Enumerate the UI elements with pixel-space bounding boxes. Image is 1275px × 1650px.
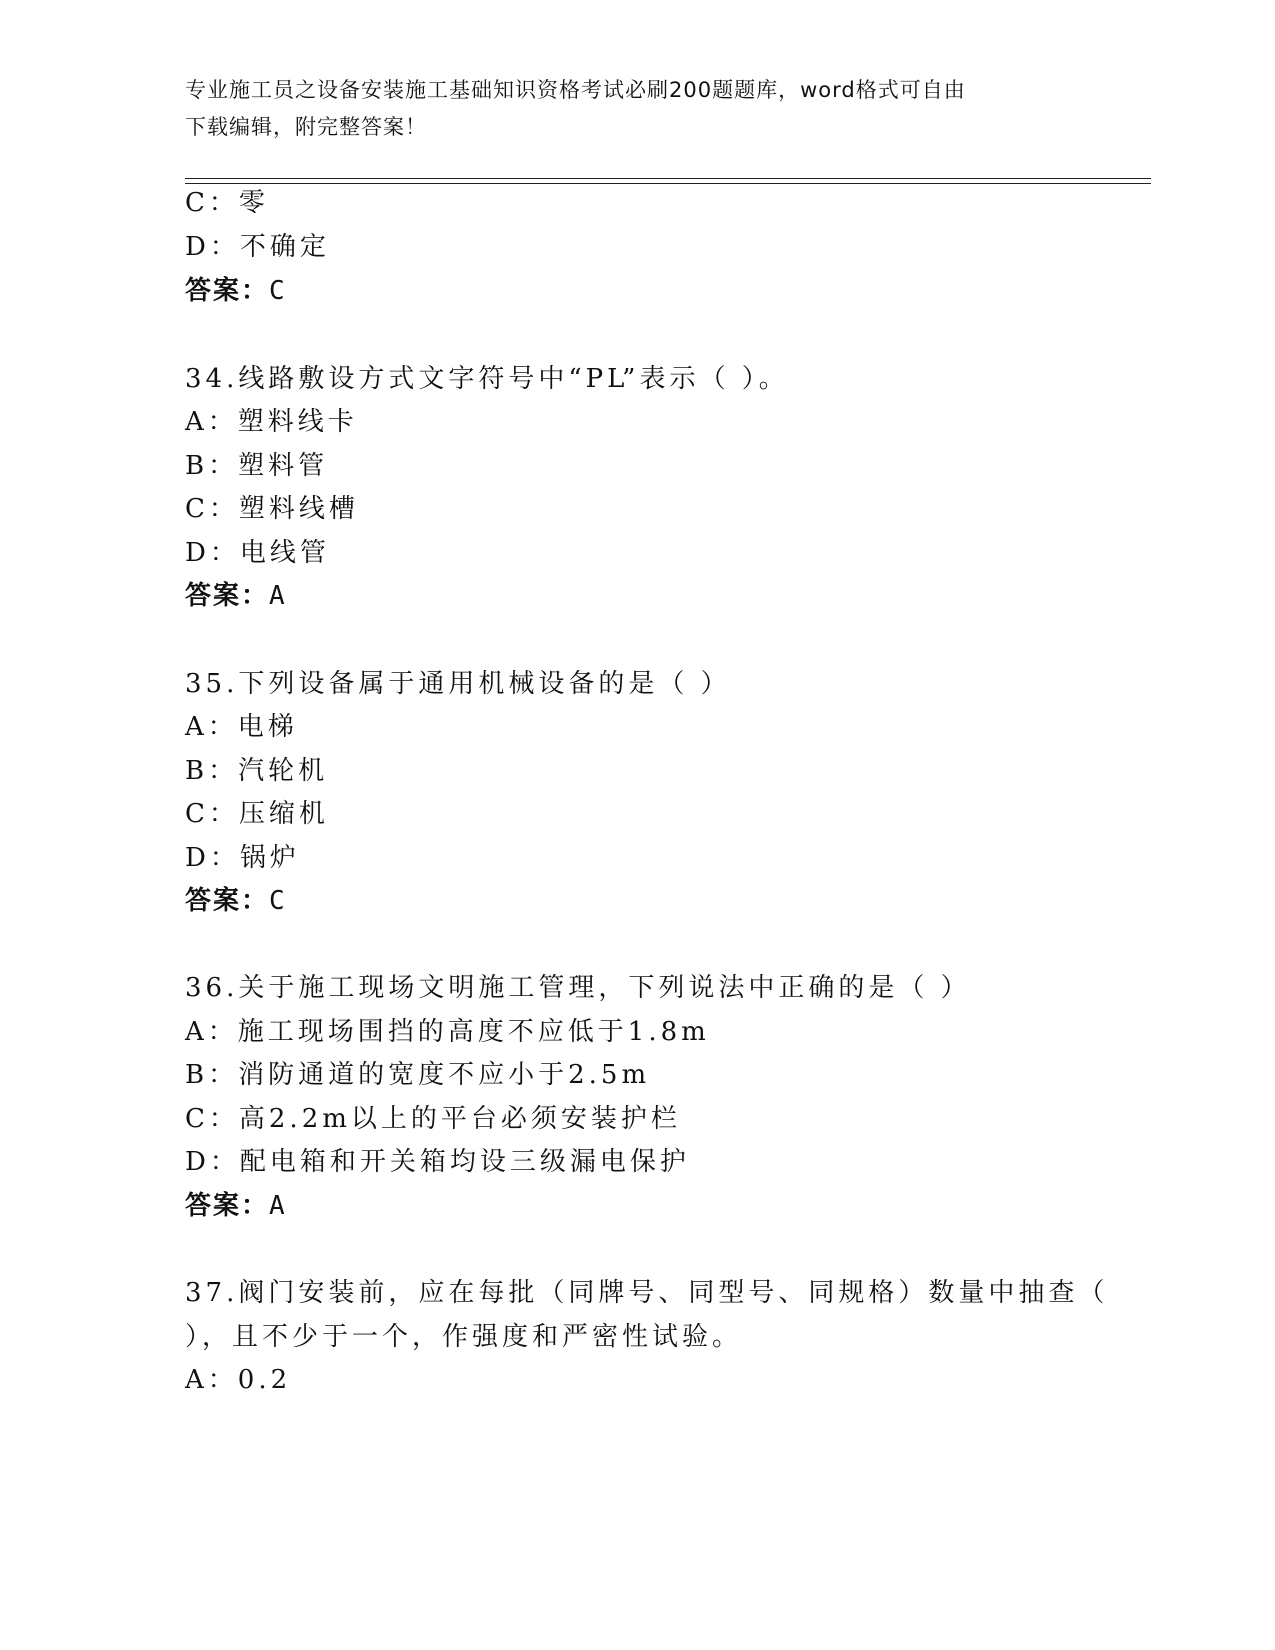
option-c: C：塑料线槽 [185, 494, 359, 524]
question-stem-continued: ），且不少于一个，作强度和严密性试验。 [185, 1322, 743, 1352]
option-d: D：锅炉 [185, 843, 300, 873]
header-line-1: 专业施工员之设备安装施工基础知识资格考试必刷200题题库，word格式可自由 [185, 78, 966, 102]
option-b: B：汽轮机 [185, 756, 329, 786]
answer-label: 答案： [185, 1191, 270, 1221]
question-stem: 35.下列设备属于通用机械设备的是（ ） [185, 669, 731, 699]
answer-value: A [269, 1191, 287, 1221]
answer-line [185, 274, 287, 308]
option-a: A：塑料线卡 [185, 407, 358, 437]
header-divider-top [185, 178, 1151, 179]
option-c: C：高2.2m以上的平台必须安装护栏 [185, 1104, 681, 1134]
document-header [185, 72, 1085, 146]
answer-label: 答案： [185, 581, 270, 611]
option-d: D：电线管 [185, 538, 330, 568]
option-a: A：施工现场围挡的高度不应低于1.8m [185, 1017, 710, 1047]
option-a: A：0.2 [185, 1365, 292, 1395]
question-stem: 34.线路敷设方式文字符号中“PL”表示（ ）。 [185, 364, 789, 394]
option-b: B：塑料管 [185, 451, 329, 481]
header-line-2: 下载编辑，附完整答案！ [185, 115, 427, 139]
answer-label: 答案： [185, 886, 270, 916]
answer-value: A [269, 581, 287, 611]
option-b: B：消防通道的宽度不应小于2.5m [185, 1060, 651, 1090]
header-divider-bottom [185, 183, 1151, 184]
question-stem: 36.关于施工现场文明施工管理，下列说法中正确的是（ ） [185, 973, 971, 1003]
option-d: D：配电箱和开关箱均设三级漏电保护 [185, 1147, 690, 1177]
option-a: A：电梯 [185, 712, 298, 742]
question-stem: 37.阀门安装前，应在每批（同牌号、同型号、同规格）数量中抽查（ [185, 1278, 1109, 1308]
answer-line [185, 1189, 287, 1223]
answer-value: C [269, 886, 287, 916]
option-c: C：零 [185, 188, 269, 218]
option-d: D：不确定 [185, 232, 330, 262]
answer-line [185, 579, 287, 613]
answer-value: C [269, 276, 287, 306]
answer-line [185, 884, 287, 918]
option-c: C：压缩机 [185, 799, 329, 829]
answer-label: 答案： [185, 276, 270, 306]
